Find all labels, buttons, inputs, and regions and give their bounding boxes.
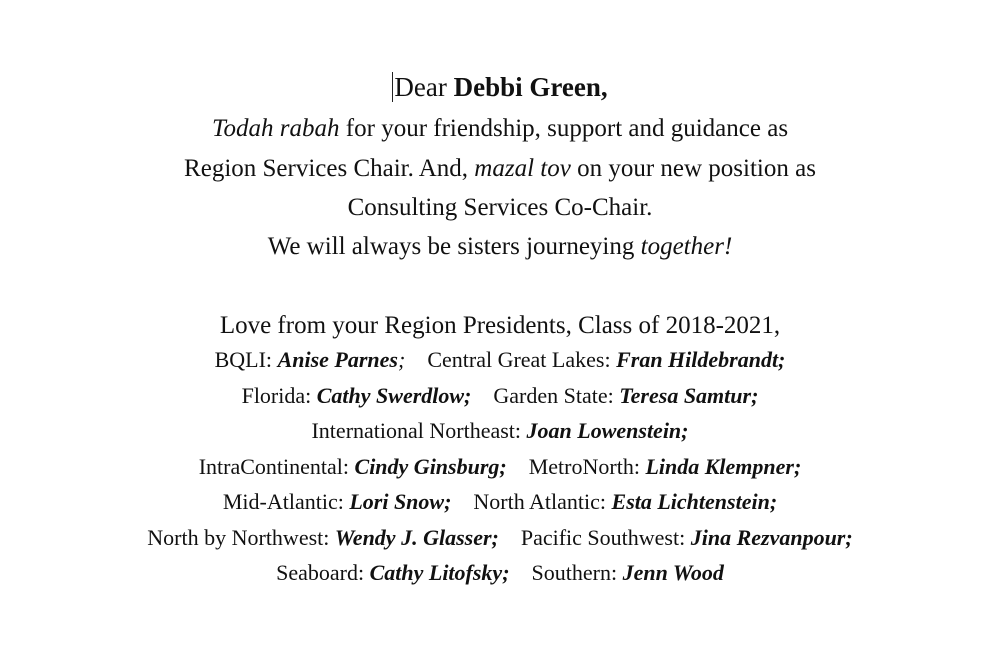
region-label: Florida: xyxy=(241,383,317,408)
region-label: International Northeast: xyxy=(311,418,527,443)
signoff-line xyxy=(0,313,1000,338)
region-label: MetroNorth: xyxy=(528,454,646,479)
position-text: Consulting Services Co-Chair. xyxy=(347,194,653,221)
president-name: Cathy Swerdlow; xyxy=(316,383,472,408)
region-label: IntraContinental: xyxy=(198,454,355,479)
president-name: Wendy J. Glasser; xyxy=(334,525,499,550)
thanks-line xyxy=(0,116,1000,141)
thanks-rest-text: for your friendship, support and guidance as xyxy=(339,115,789,142)
president-name: Cathy Litofsky; xyxy=(369,560,510,585)
presidents-row xyxy=(0,385,1000,407)
president-name: Jenn Wood xyxy=(622,560,724,585)
region-label: Southern: xyxy=(531,560,623,585)
greeting-dear: Dear xyxy=(394,72,454,102)
region-label: Seaboard: xyxy=(276,560,370,585)
todah-rabah-text: Todah rabah xyxy=(211,115,340,142)
region-label: Mid-Atlantic: xyxy=(222,489,350,514)
region-label: Central Great Lakes: xyxy=(427,347,617,372)
presidents-row xyxy=(0,420,1000,442)
sisters-start-text: We will always be sisters journeying xyxy=(267,233,641,260)
congrats-start-text: Region Services Chair. And, xyxy=(184,155,475,182)
position-line xyxy=(0,195,1000,220)
presidents-row xyxy=(0,562,1000,584)
congrats-line xyxy=(0,156,1000,181)
region-label: North by Northwest: xyxy=(147,525,335,550)
mazal-tov-text: mazal tov xyxy=(474,155,571,182)
region-label: BQLI: xyxy=(214,347,278,372)
greeting-name: Debbi Green, xyxy=(453,72,608,102)
presidents-row xyxy=(0,527,1000,549)
president-name: Linda Klempner; xyxy=(645,454,802,479)
presidents-row xyxy=(0,349,1000,371)
region-label: Garden State: xyxy=(493,383,620,408)
presidents-row xyxy=(0,456,1000,478)
president-name: Joan Lowenstein; xyxy=(526,418,689,443)
president-name: Teresa Samtur; xyxy=(619,383,759,408)
president-name: Anise Parnes xyxy=(277,347,398,372)
region-label: North Atlantic: xyxy=(473,489,612,514)
greeting-line xyxy=(0,72,1000,102)
sisters-line xyxy=(0,234,1000,259)
presidents-row xyxy=(0,491,1000,513)
signoff-text: Love from your Region Presidents, Class of 2018-2021, xyxy=(219,312,781,339)
president-name: Jina Rezvanpour; xyxy=(690,525,853,550)
president-name: Lori Snow; xyxy=(349,489,452,514)
congrats-rest-text: on your new position as xyxy=(570,155,816,182)
president-name: Esta Lichtenstein; xyxy=(611,489,778,514)
name-separator: ; xyxy=(397,347,406,372)
president-name: Fran Hildebrandt; xyxy=(616,347,786,372)
region-label: Pacific Southwest: xyxy=(520,525,691,550)
president-name: Cindy Ginsburg; xyxy=(354,454,507,479)
together-text: together! xyxy=(640,233,733,260)
